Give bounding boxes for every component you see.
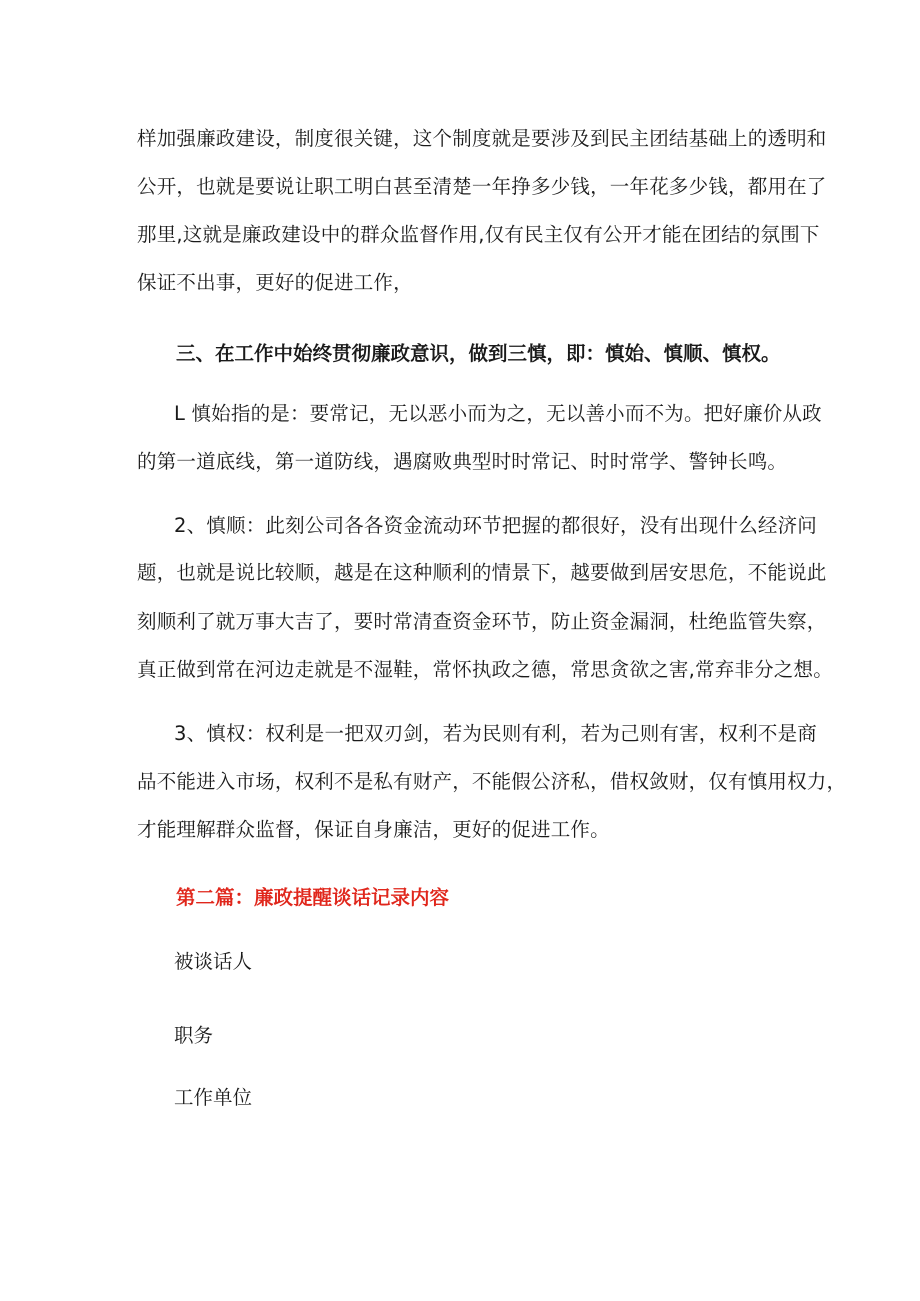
- paragraph-line: 真正做到常在河边走就是不湿鞋，常怀执政之德，常思贪欲之害,常弃非分之想。: [137, 658, 833, 681]
- paragraph-line: 2、慎顺：此刻公司各各资金流动环节把握的都很好，没有出现什么经济问: [174, 514, 818, 537]
- paragraph-line: 样加强廉政建设，制度很关键，这个制度就是要涉及到民主团结基础上的透明和: [137, 127, 827, 150]
- paragraph-line: 才能理解群众监督，保证自身廉洁，更好的促进工作。: [137, 818, 610, 841]
- paragraph-line: 的第一道底线，第一道防线，遇腐败典型时时常记、时时常学、警钟长鸣。: [137, 450, 788, 473]
- position-label: 职务: [174, 1024, 214, 1047]
- chapter-two-heading: 第二篇：廉政提醒谈话记录内容: [176, 886, 450, 909]
- paragraph-line: 刻顺利了就万事大吉了，要时常清查资金环节，防止资金漏洞，杜绝监管失察，: [137, 610, 827, 633]
- work-unit-label: 工作单位: [174, 1086, 253, 1109]
- interviewee-label: 被谈话人: [174, 950, 253, 973]
- section-heading: 三、在工作中始终贯彻廉政意识，做到三慎，即：慎始、慎顺、慎权。: [176, 342, 781, 365]
- paragraph-line: 品不能进入市场，权利不是私有财产，不能假公济私，借权敛财，仅有慎用权力，: [137, 770, 847, 793]
- paragraph-line: 3、慎权：权利是一把双刃剑，若为民则有利，若为己则有害，权利不是商: [174, 722, 818, 745]
- paragraph-line: L 慎始指的是：要常记，无以恶小而为之，无以善小而不为。把好廉价从政: [174, 402, 822, 425]
- paragraph-line: 题，也就是说比较顺，越是在这种顺利的情景下，越要做到居安思危，不能说此: [137, 561, 827, 584]
- paragraph-line: 保证不出事，更好的促进工作，: [137, 271, 413, 294]
- paragraph-line: 公开，也就是要说让职工明白甚至清楚一年挣多少钱，一年花多少钱，都用在了: [137, 175, 827, 198]
- paragraph-line: 那里,这就是廉政建设中的群众监督作用,仅有民主仅有公开才能在团结的氛围下: [137, 223, 820, 246]
